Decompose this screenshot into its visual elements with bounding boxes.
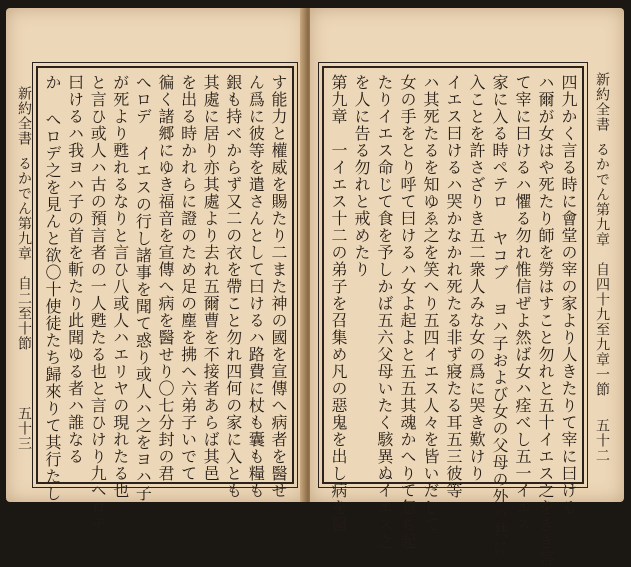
text-column: へロデ イエスの行し諸事を聞て惑り或人ハ之をヨハ子 <box>133 74 153 502</box>
left-book-title: 新約全書 <box>16 86 32 146</box>
right-book-title: 新約全書 <box>594 72 610 132</box>
text-column: ハ其死たるを知ゆゑ之を笑へり五四イエス人々を皆いだして <box>421 74 440 533</box>
text-column: を出る時かれらに證のため足の塵を拂へ六弟子いでて <box>178 74 198 482</box>
right-text-columns <box>329 74 578 567</box>
text-column: 銀も持べからず又二の衣を帶こと勿れ四何の家に入とも <box>223 74 243 499</box>
text-column: が死より甦れるなりと言ひ八或人ハエリヤの現れたる也 <box>110 74 130 499</box>
text-column: 其處に居り亦其處より去れ五爾曹を不接者あらば其邑 <box>201 74 221 482</box>
left-text-frame <box>36 66 294 533</box>
text-column: て宰に曰けるハ懼る勿れ惟信ぜよ然ば女ハ痊べし五一イエス <box>513 74 532 533</box>
text-column: イエス曰けるハ哭かなかれ死たる非ず寢たる耳五三彼等 <box>444 74 463 499</box>
text-column: か へロデ之を見んと欲〇十使徒たち歸來りて其行たし <box>43 74 62 502</box>
text-column: 家に入る時ペテロ ヤコブ ヨハ子および女の父母の外ハ共に <box>490 74 509 556</box>
text-column: 徧く諸郷にゆき福音を宣傳へ病を醫せり〇七分封の君 <box>155 74 175 482</box>
text-column: たりイエス命じて食を予しかば五六父母いたく駭異ぬイエス之 <box>375 74 394 550</box>
text-column: 入ことを許さざりき五二衆人みな女の爲に哭き歎けり <box>467 74 486 482</box>
text-column: ハ爾が女はや死たり師を勞はすこと勿れと五十イエス之をきき答 <box>536 74 555 567</box>
left-page <box>6 8 306 533</box>
text-column: を人に告る勿れと戒めたり <box>352 74 371 278</box>
right-section-header: るかでん第九章 自四十九至九章一節 <box>594 142 610 397</box>
right-page <box>310 8 624 567</box>
text-column: 四九かく言る時に會堂の宰の家より人きたりて宰に曰ける <box>559 74 578 516</box>
right-text-frame <box>322 66 584 567</box>
left-page-number: 五十三 <box>16 406 32 451</box>
text-column: と言ひ或人ハ古の預言者の一人甦たる也と言ひけり九ヘロデ <box>88 74 108 533</box>
text-column: す能力と權威を賜たり二また神の國を宣傳へ病者を醫せ <box>268 74 288 499</box>
text-column: 女の手をとり呼て曰けるハ女よ起よと五五其魂かへりて忽ち起 <box>398 74 417 550</box>
right-page-number: 五十二 <box>594 418 610 463</box>
text-column: 曰けるハ我ヨハ子の首を斬たり此聞ゆる者ハ誰なる <box>65 74 85 465</box>
text-column: ん爲に彼等を遣さんとして曰けるハ路費に杖も囊も糧も <box>246 74 266 499</box>
chapter-column: 第九章 一イエス十二の弟子を召集め凡の惡鬼を出し病を醫 <box>329 74 348 533</box>
left-section-header: るかでん第九章 自二至十節 <box>16 156 32 351</box>
left-text-columns <box>43 74 288 533</box>
